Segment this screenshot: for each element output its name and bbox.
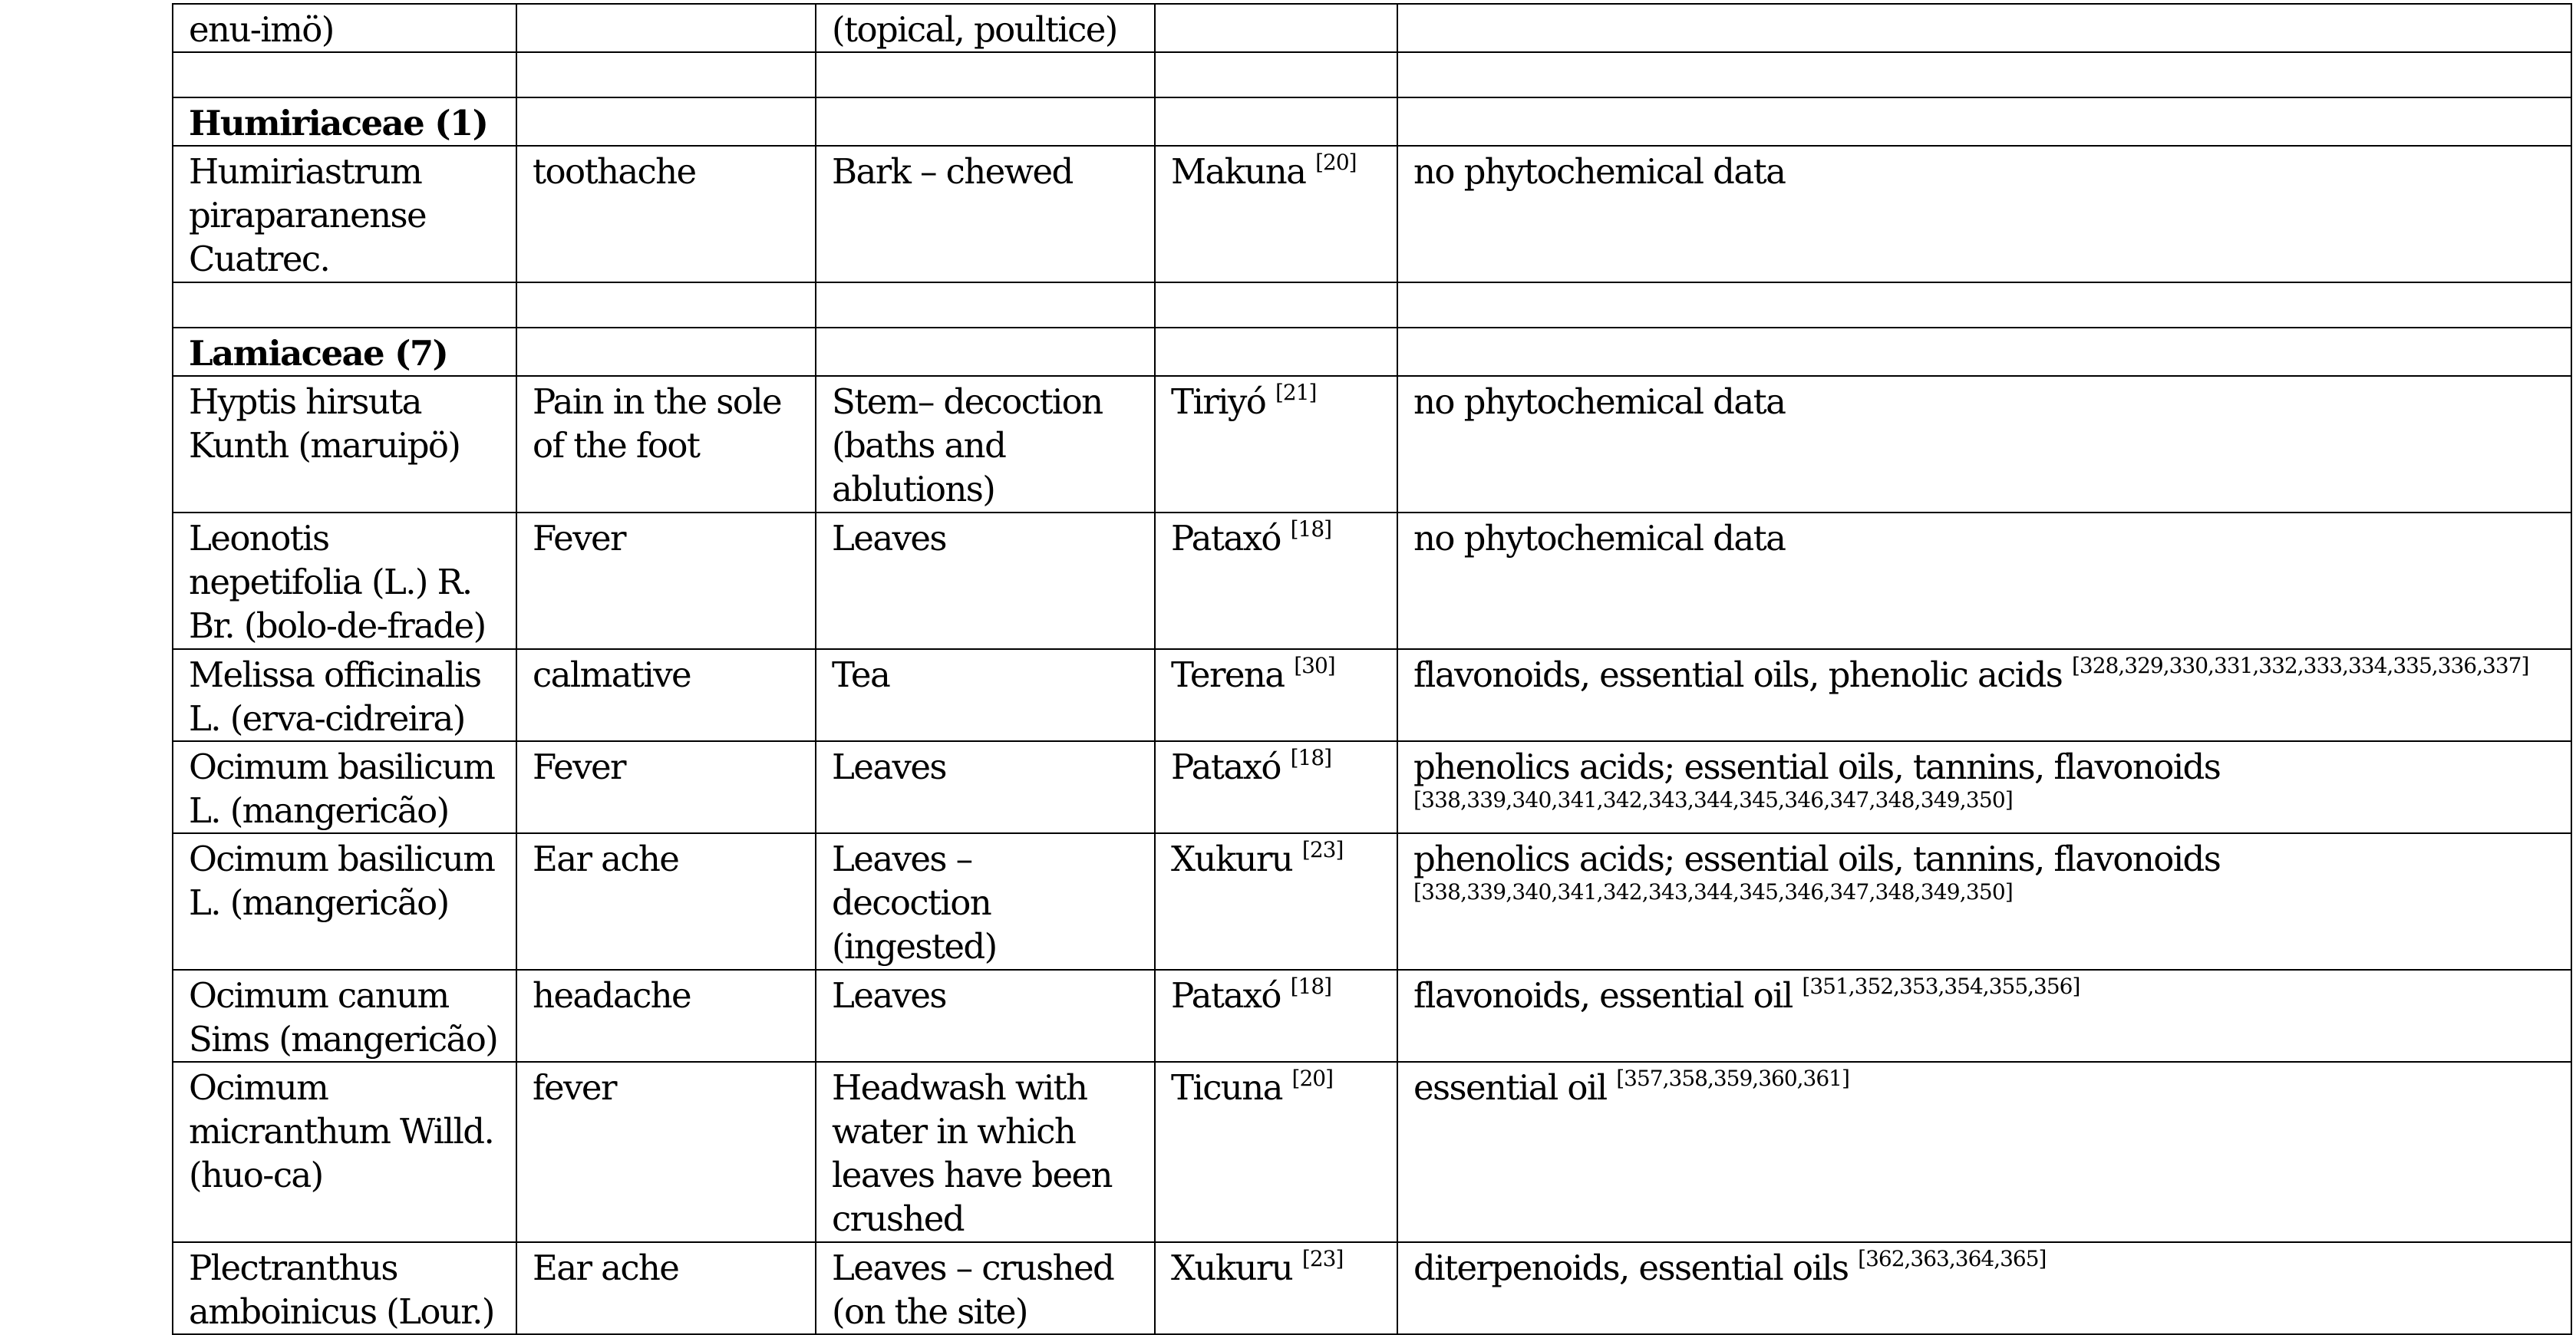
preparation: Tea (832, 654, 890, 695)
preparation: Leaves (832, 975, 946, 1016)
group-cell (1155, 970, 1397, 1062)
group-cell (1155, 513, 1397, 649)
species-name: Ocimum basilicum L. (mangericão) (189, 839, 495, 923)
species-name: Melissa officinalis L. (erva-cidreira) (189, 654, 481, 739)
preparation-cell (816, 741, 1155, 833)
species-name: Hyptis hirsuta Kunth (maruipö) (189, 381, 460, 466)
blank-cell (516, 328, 816, 376)
blank-cell (1155, 97, 1397, 146)
blank-cell (1155, 328, 1397, 376)
species-name: Ocimum canum Sims (mangericão) (189, 975, 498, 1060)
table-row (173, 1062, 2571, 1242)
species-cell (173, 4, 516, 52)
medicinal-use: fever (533, 1067, 616, 1108)
phytochemical-cell (1397, 4, 2571, 52)
table-row (173, 970, 2571, 1062)
phytochemical-data: flavonoids, essential oil (1413, 975, 1793, 1016)
phytochemical-cell (1397, 146, 2571, 282)
group-reference: [18] (1290, 974, 1332, 999)
species-name: Plectranthus amboinicus (Lour.) (189, 1248, 494, 1332)
preparation-cell (816, 513, 1155, 649)
medicinal-use: Ear ache (533, 1248, 679, 1288)
table-row (173, 1242, 2571, 1334)
medicinal-use: Ear ache (533, 839, 679, 879)
species-name: Leonotis nepetifolia (L.) R. Br. (bolo-de-frade) (189, 518, 486, 646)
species-name: enu-imö) (189, 9, 334, 50)
ethnic-group: Terena (1171, 654, 1285, 695)
preparation-cell (816, 1062, 1155, 1242)
preparation: Leaves (832, 518, 946, 559)
phytochemical-cell (1397, 649, 2571, 741)
species-cell (173, 649, 516, 741)
preparation-cell (816, 376, 1155, 513)
medicinal-use: Pain in the sole of the foot (533, 381, 782, 466)
preparation-cell (816, 649, 1155, 741)
family-row (173, 328, 2571, 376)
ethnic-group: Pataxó (1171, 975, 1281, 1016)
group-cell (1155, 146, 1397, 282)
table-row (173, 833, 2571, 970)
group-cell (1155, 1062, 1397, 1242)
species-name: Humiriastrum piraparanense Cuatrec. (189, 151, 427, 279)
blank-cell (173, 282, 516, 328)
group-reference: [23] (1301, 837, 1344, 862)
group-reference: [21] (1275, 380, 1317, 405)
phytochemical-data: no phytochemical data (1413, 518, 1786, 559)
ethnobotany-table (172, 3, 2572, 1335)
blank-row (173, 282, 2571, 328)
group-cell (1155, 649, 1397, 741)
species-cell (173, 1242, 516, 1334)
use-cell (516, 833, 816, 970)
preparation: Leaves (832, 747, 946, 787)
phytochemical-data: flavonoids, essential oils, phenolic acids (1413, 654, 2063, 695)
phytochemical-reference: [338,339,340,341,342,343,344,345,346,347,348,349,350] (1413, 787, 2014, 813)
table-row (173, 741, 2571, 833)
preparation-cell (816, 970, 1155, 1062)
medicinal-use: Fever (533, 747, 625, 787)
use-cell (516, 741, 816, 833)
blank-cell (816, 328, 1155, 376)
use-cell (516, 970, 816, 1062)
species-cell (173, 146, 516, 282)
phytochemical-cell (1397, 1242, 2571, 1334)
ethnic-group: Xukuru (1171, 839, 1293, 879)
ethnic-group: Ticuna (1171, 1067, 1282, 1108)
phytochemical-reference: [328,329,330,331,332,333,334,335,336,337] (2072, 653, 2529, 678)
ethnic-group: Tiriyó (1171, 381, 1266, 422)
blank-cell (1397, 282, 2571, 328)
preparation: Headwash with water in which leaves have been crushed (832, 1067, 1112, 1239)
family-row (173, 97, 2571, 146)
medicinal-use: Fever (533, 518, 625, 559)
phytochemical-reference: [351,352,353,354,355,356] (1802, 974, 2080, 999)
preparation-cell (816, 4, 1155, 52)
blank-cell (516, 282, 816, 328)
use-cell (516, 1242, 816, 1334)
preparation-cell (816, 146, 1155, 282)
blank-cell (1155, 282, 1397, 328)
table-body (173, 4, 2571, 1334)
phytochemical-data: phenolics acids; essential oils, tannins, flavonoids (1413, 839, 2221, 879)
species-cell (173, 833, 516, 970)
phytochemical-reference: [357,358,359,360,361] (1616, 1066, 1849, 1091)
group-cell (1155, 1242, 1397, 1334)
phytochemical-data: no phytochemical data (1413, 381, 1786, 422)
phytochemical-cell (1397, 513, 2571, 649)
preparation: (topical, poultice) (832, 9, 1117, 50)
group-cell (1155, 4, 1397, 52)
phytochemical-cell (1397, 833, 2571, 970)
preparation-cell (816, 833, 1155, 970)
group-reference: [18] (1290, 516, 1332, 542)
family-heading: Lamiaceae (7) (189, 333, 448, 374)
group-reference: [20] (1291, 1066, 1334, 1091)
medicinal-use: headache (533, 975, 691, 1016)
blank-cell (1397, 52, 2571, 97)
family-cell (173, 328, 516, 376)
phytochemical-data: phenolics acids; essential oils, tannins, flavonoids (1413, 747, 2221, 787)
use-cell (516, 1062, 816, 1242)
ethnic-group: Xukuru (1171, 1248, 1293, 1288)
use-cell (516, 513, 816, 649)
medicinal-use: toothache (533, 151, 696, 192)
group-cell (1155, 833, 1397, 970)
preparation: Bark – chewed (832, 151, 1073, 192)
species-name: Ocimum micranthum Willd. (huo-ca) (189, 1067, 494, 1195)
group-reference: [23] (1301, 1246, 1344, 1271)
table-row (173, 376, 2571, 513)
family-cell (173, 97, 516, 146)
species-cell (173, 741, 516, 833)
group-reference: [20] (1315, 150, 1357, 175)
preparation: Stem– decoction (baths and ablutions) (832, 381, 1103, 509)
group-reference: [30] (1294, 653, 1335, 678)
species-name: Ocimum basilicum L. (mangericão) (189, 747, 495, 831)
preparation-cell (816, 1242, 1155, 1334)
phytochemical-data: no phytochemical data (1413, 151, 1786, 192)
blank-cell (1397, 328, 2571, 376)
blank-row (173, 52, 2571, 97)
ethnic-group: Makuna (1171, 151, 1306, 192)
use-cell (516, 649, 816, 741)
species-cell (173, 970, 516, 1062)
medicinal-use: calmative (533, 654, 691, 695)
phytochemical-reference: [338,339,340,341,342,343,344,345,346,347,348,349,350] (1413, 879, 2014, 905)
group-cell (1155, 741, 1397, 833)
phytochemical-cell (1397, 1062, 2571, 1242)
species-cell (173, 1062, 516, 1242)
phytochemical-data: diterpenoids, essential oils (1413, 1248, 1849, 1288)
family-heading: Humiriaceae (1) (189, 103, 488, 143)
blank-cell (816, 282, 1155, 328)
preparation: Leaves – crushed (on the site) (832, 1248, 1114, 1332)
table-row (173, 146, 2571, 282)
blank-cell (1155, 52, 1397, 97)
blank-cell (1397, 97, 2571, 146)
phytochemical-reference: [362,363,364,365] (1858, 1246, 2047, 1271)
table-row (173, 4, 2571, 52)
species-cell (173, 376, 516, 513)
blank-cell (516, 97, 816, 146)
group-cell (1155, 376, 1397, 513)
use-cell (516, 376, 816, 513)
phytochemical-cell (1397, 970, 2571, 1062)
use-cell (516, 146, 816, 282)
blank-cell (816, 97, 1155, 146)
table-row (173, 513, 2571, 649)
ethnic-group: Pataxó (1171, 747, 1281, 787)
group-reference: [18] (1290, 745, 1332, 770)
blank-cell (516, 52, 816, 97)
blank-cell (816, 52, 1155, 97)
preparation: Leaves – decoction (ingested) (832, 839, 997, 967)
blank-cell (173, 52, 516, 97)
species-cell (173, 513, 516, 649)
ethnic-group: Pataxó (1171, 518, 1281, 559)
phytochemical-data: essential oil (1413, 1067, 1607, 1108)
table-row (173, 649, 2571, 741)
phytochemical-cell (1397, 376, 2571, 513)
use-cell (516, 4, 816, 52)
phytochemical-cell (1397, 741, 2571, 833)
